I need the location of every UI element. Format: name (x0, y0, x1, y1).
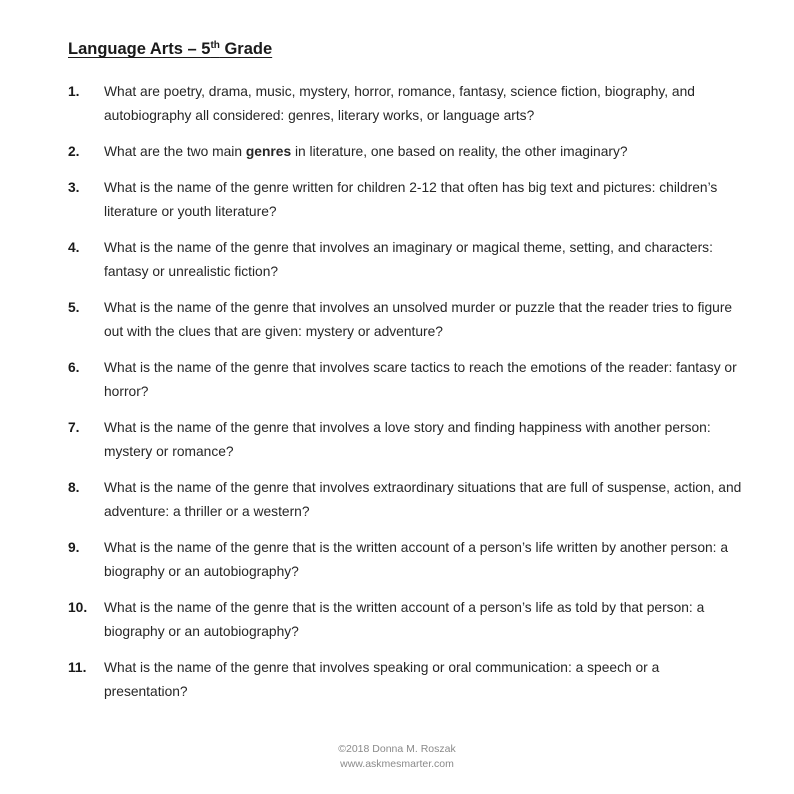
question-text: What is the name of the genre that is the written account of a person’s life written by another person: a biography or an autobiography? (104, 540, 729, 579)
question-text: What is the name of the genre that involves a love story and finding happiness with another person: mystery or romance? (104, 420, 711, 459)
question-text: What is the name of the genre that involves extraordinary situations that are full of suspense, action, and adventure: a thriller or a western? (104, 480, 742, 519)
question-text: What is the name of the genre that involves scare tactics to reach the emotions of the reader: fantasy or horror? (104, 360, 737, 399)
question-text-before: What are the two main (104, 144, 246, 159)
title-main: Language Arts – 5 (68, 40, 211, 58)
question-number: 2. (68, 144, 80, 159)
question-text: What is the name of the genre that involves speaking or oral communication: a speech or a presentation? (104, 660, 660, 699)
question-text-after: in literature, one based on reality, the other imaginary? (291, 144, 628, 159)
title-superscript: th (210, 40, 220, 51)
question-number: 8. (68, 480, 80, 495)
question-text: What is the name of the genre that is the written account of a person’s life as told by that person: a biography or an autobiography? (104, 600, 705, 639)
footer-copyright: ©2018 Donna M. Roszak (338, 743, 456, 755)
question-number: 9. (68, 540, 80, 555)
question-number: 11. (68, 660, 87, 675)
page-title (68, 40, 272, 59)
question-number: 1. (68, 84, 80, 99)
question-text: What is the name of the genre written for children 2-12 that often has big text and pictures: children’s literature or youth literature? (104, 180, 718, 219)
question-text (104, 140, 744, 164)
question-number: 3. (68, 180, 80, 195)
footer-website: www.askmesmarter.com (340, 758, 454, 770)
question-text: What is the name of the genre that involves an unsolved murder or puzzle that the reader tries to figure out with the clues that are given: mystery or adventure? (104, 300, 733, 339)
question-number: 4. (68, 240, 80, 255)
question-text-bold: genres (245, 144, 292, 159)
question-number: 7. (68, 420, 80, 435)
question-text: What are poetry, drama, music, mystery, horror, romance, fantasy, science fiction, biography, and autobiography all considered: genres, literary works, or language arts? (104, 84, 695, 123)
question-number: 5. (68, 300, 80, 315)
title-end: Grade (219, 40, 273, 58)
question-number: 10. (68, 600, 88, 615)
question-text: What is the name of the genre that involves an imaginary or magical theme, setting, and characters: fantasy or unrealistic fiction? (104, 240, 713, 279)
question-number: 6. (68, 360, 80, 375)
